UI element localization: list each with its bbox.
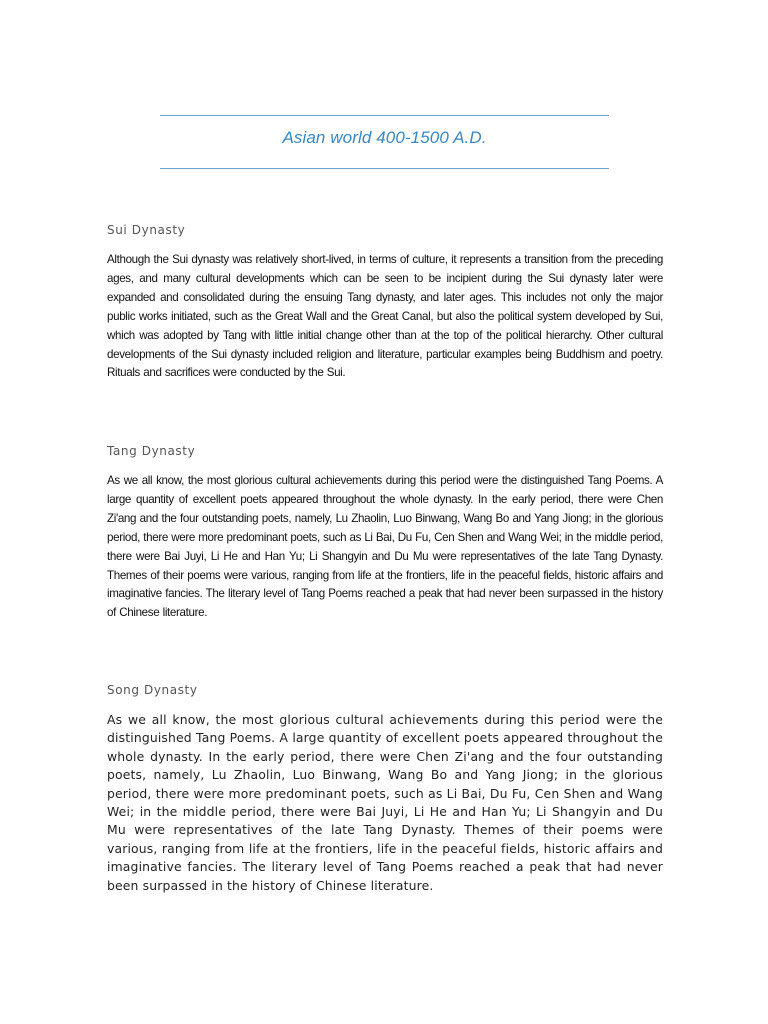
- section-heading-sui: Sui Dynasty: [107, 223, 186, 237]
- section-heading-tang: Tang Dynasty: [107, 444, 196, 458]
- document-title: Asian world 400-1500 A.D.: [282, 128, 487, 147]
- section-heading-song: Song Dynasty: [107, 683, 198, 697]
- section-body-song: As we all know, the most glorious cultural achievements during this period were the distinguished Tang Poems. A large quantity of excellent poets appeared throughout the whole dynasty. In the early period, there were Chen Zi'ang and the four outstanding poets, namely, Lu Zhaolin, Luo Binwang, Wang Bo and Yang Jiong; in the glorious period, there were more predominant poets, such as Li Bai, Du Fu, Cen Shen and Wang Wei; in the middle period, there were Bai Juyi, Li He and Han Yu; Li Shangyin and Du Mu were representatives of the late Tang Dynasty. Themes of their poems were various, ranging from life at the frontiers, life in the peaceful fields, historic affairs and imaginative fancies. The literary level of Tang Poems reached a peak that had never been surpassed in the history of Chinese literature.: [107, 712, 663, 893]
- section-song-dynasty: [107, 683, 663, 895]
- section-body-tang: As we all know, the most glorious cultural achievements during this period were the distinguished Tang Poems. A large quantity of excellent poets appeared throughout the whole dynasty. In the early period, there were Chen Zi'ang and the four outstanding poets, namely, Lu Zhaolin, Luo Binwang, Wang Bo and Yang Jiong; in the glorious period, there were more predominant poets, such as Li Bai, Du Fu, Cen Shen and Wang Wei; in the middle period, there were Bai Juyi, Li He and Han Yu; Li Shangyin and Du Mu were representatives of the late Tang Dynasty. Themes of their poems were various, ranging from life at the frontiers, life in the peaceful fields, historic affairs and imaginative fancies. The literary level of Tang Poems reached a peak that had never been surpassed in the history of Chinese literature.: [107, 474, 663, 620]
- section-tang-dynasty: [107, 444, 663, 623]
- section-body-sui: Although the Sui dynasty was relatively short-lived, in terms of culture, it represents a transition from the preceding ages, and many cultural developments which can be seen to be incipient during the Sui dynasty later were expanded and consolidated during the ensuing Tang dynasty, and later ages. This includes not only the major public works initiated, such as the Great Wall and the Great Canal, but also the political system developed by Sui, which was adopted by Tang with little initial change other than at the top of the political hierarchy. Other cultural developments of the Sui dynasty included religion and literature, particular examples being Buddhism and poetry. Rituals and sacrifices were conducted by the Sui.: [107, 253, 663, 380]
- section-sui-dynasty: [107, 223, 663, 383]
- title-rule-top: [160, 115, 609, 116]
- title-rule-bottom: [160, 168, 609, 169]
